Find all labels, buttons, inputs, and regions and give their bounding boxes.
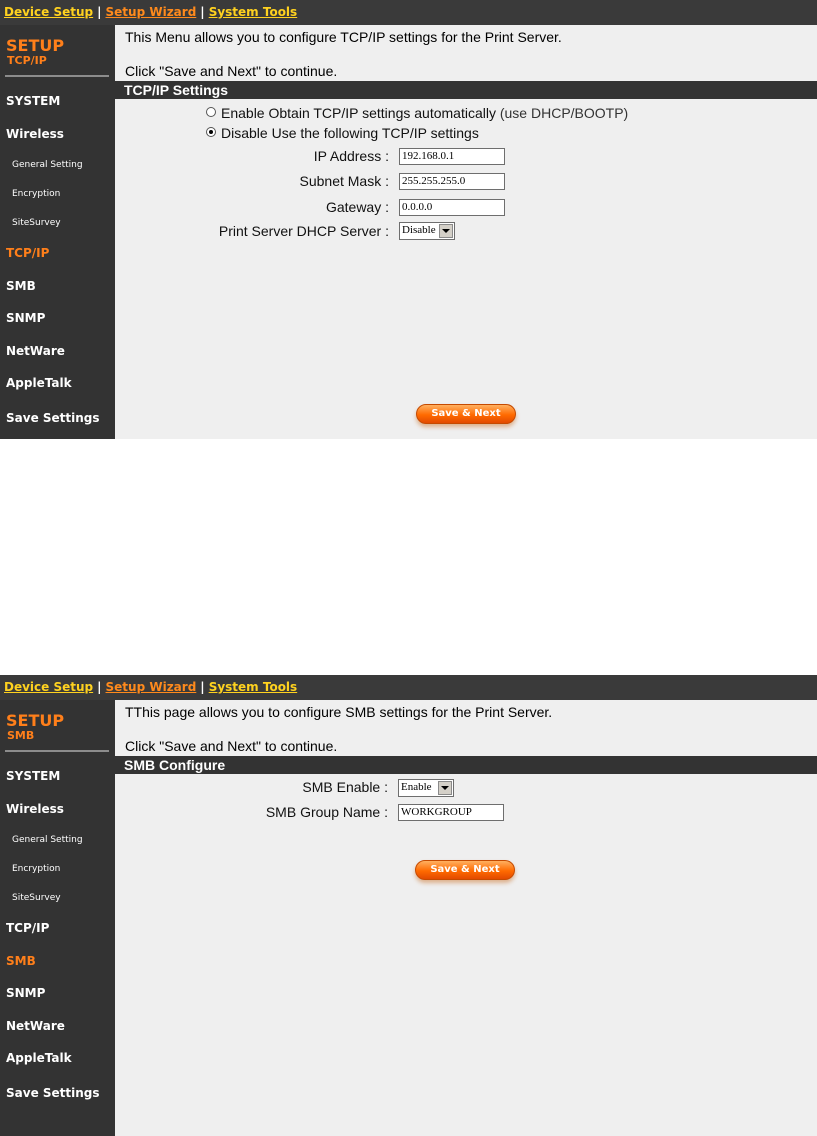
section-title: TCP/IP Settings	[124, 82, 228, 98]
tcpip-screen	[0, 0, 817, 439]
save-next-button[interactable]: Save & Next	[416, 404, 516, 424]
top-nav	[0, 0, 817, 25]
smb-screen	[0, 675, 817, 1136]
sidebar-item-tcpip[interactable]: TCP/IP	[6, 921, 50, 935]
device-setup-link[interactable]: Device Setup	[4, 680, 94, 694]
sidebar-item-general-setting[interactable]: General Setting	[12, 835, 83, 845]
system-tools-link[interactable]: System Tools	[208, 5, 298, 19]
sidebar-item-snmp[interactable]: SNMP	[6, 311, 46, 325]
nav-separator: |	[200, 680, 205, 694]
ip-address-label: IP Address :	[313, 148, 389, 164]
manual-ip-label: Disable Use the following TCP/IP settings	[221, 125, 479, 141]
device-setup-link[interactable]: Device Setup	[4, 5, 94, 19]
nav-separator: |	[200, 5, 205, 19]
sidebar-item-snmp[interactable]: SNMP	[6, 986, 46, 1000]
smb-enable-value: Enable	[401, 781, 432, 793]
sidebar	[0, 700, 115, 1136]
sidebar-item-system[interactable]: SYSTEM	[6, 94, 61, 108]
section-header	[115, 756, 817, 774]
sidebar-item-encryption[interactable]: Encryption	[12, 189, 61, 199]
setup-wizard-link[interactable]: Setup Wizard	[105, 680, 197, 694]
instruction-text: Click "Save and Next" to continue.	[125, 738, 338, 754]
nav-separator: |	[97, 5, 102, 19]
setup-wizard-link[interactable]: Setup Wizard	[105, 5, 197, 19]
dhcp-auto-hint: (use DHCP/BOOTP)	[499, 105, 629, 121]
sidebar-divider	[5, 750, 109, 752]
setup-title: SETUP	[6, 711, 65, 730]
dhcp-server-select[interactable]	[399, 222, 455, 240]
instruction-text: Click "Save and Next" to continue.	[125, 63, 338, 79]
top-nav-links	[4, 5, 297, 19]
sidebar-item-general-setting[interactable]: General Setting	[12, 160, 83, 170]
chevron-down-icon[interactable]	[439, 224, 453, 238]
sidebar-item-smb[interactable]: SMB	[6, 279, 36, 293]
sidebar-item-appletalk[interactable]: AppleTalk	[6, 1051, 72, 1065]
dhcp-server-label: Print Server DHCP Server :	[218, 223, 389, 239]
section-header	[115, 81, 817, 99]
dhcp-auto-radio[interactable]	[206, 107, 216, 117]
sidebar-item-sitesurvey[interactable]: SiteSurvey	[12, 893, 61, 903]
sidebar-item-wireless[interactable]: Wireless	[6, 127, 64, 141]
gateway-label: Gateway :	[325, 199, 389, 215]
sidebar-item-system[interactable]: SYSTEM	[6, 769, 61, 783]
sidebar-item-appletalk[interactable]: AppleTalk	[6, 376, 72, 390]
sidebar-item-save-settings[interactable]: Save Settings	[6, 1086, 100, 1100]
main-content	[115, 700, 817, 1136]
save-next-button[interactable]: Save & Next	[415, 860, 515, 880]
sidebar-item-tcpip[interactable]: TCP/IP	[6, 246, 50, 260]
setup-subtitle: TCP/IP	[7, 54, 47, 67]
sidebar-divider	[5, 75, 109, 77]
dhcp-auto-label: Enable Obtain TCP/IP settings automatically	[221, 105, 496, 121]
main-content	[115, 25, 817, 439]
setup-subtitle: SMB	[7, 729, 35, 742]
ip-address-field[interactable]: 192.168.0.1	[399, 148, 505, 165]
setup-title: SETUP	[6, 36, 65, 55]
chevron-down-icon[interactable]	[438, 781, 452, 795]
sidebar-item-encryption[interactable]: Encryption	[12, 864, 61, 874]
intro-text: TThis page allows you to configure SMB settings for the Print Server.	[125, 704, 553, 720]
smb-enable-select[interactable]	[398, 779, 454, 797]
system-tools-link[interactable]: System Tools	[208, 680, 298, 694]
intro-text: This Menu allows you to configure TCP/IP settings for the Print Server.	[125, 29, 562, 45]
subnet-mask-field[interactable]: 255.255.255.0	[399, 173, 505, 190]
sidebar-item-smb[interactable]: SMB	[6, 954, 36, 968]
gateway-field[interactable]: 0.0.0.0	[399, 199, 505, 216]
manual-ip-radio-row[interactable]	[206, 125, 479, 141]
smb-group-name-field[interactable]: WORKGROUP	[398, 804, 504, 821]
sidebar-item-netware[interactable]: NetWare	[6, 1019, 65, 1033]
smb-enable-label: SMB Enable :	[302, 779, 388, 795]
manual-ip-radio[interactable]	[206, 127, 216, 137]
smb-group-name-label: SMB Group Name :	[265, 804, 388, 820]
top-nav-links	[4, 680, 297, 694]
top-nav	[0, 675, 817, 700]
sidebar-item-wireless[interactable]: Wireless	[6, 802, 64, 816]
sidebar	[0, 25, 115, 439]
dhcp-auto-radio-row[interactable]	[206, 105, 628, 121]
sidebar-item-netware[interactable]: NetWare	[6, 344, 65, 358]
dhcp-server-value: Disable	[402, 224, 436, 236]
section-title: SMB Configure	[124, 757, 226, 773]
sidebar-item-sitesurvey[interactable]: SiteSurvey	[12, 218, 61, 228]
sidebar-item-save-settings[interactable]: Save Settings	[6, 411, 100, 425]
subnet-mask-label: Subnet Mask :	[299, 173, 389, 189]
nav-separator: |	[97, 680, 102, 694]
